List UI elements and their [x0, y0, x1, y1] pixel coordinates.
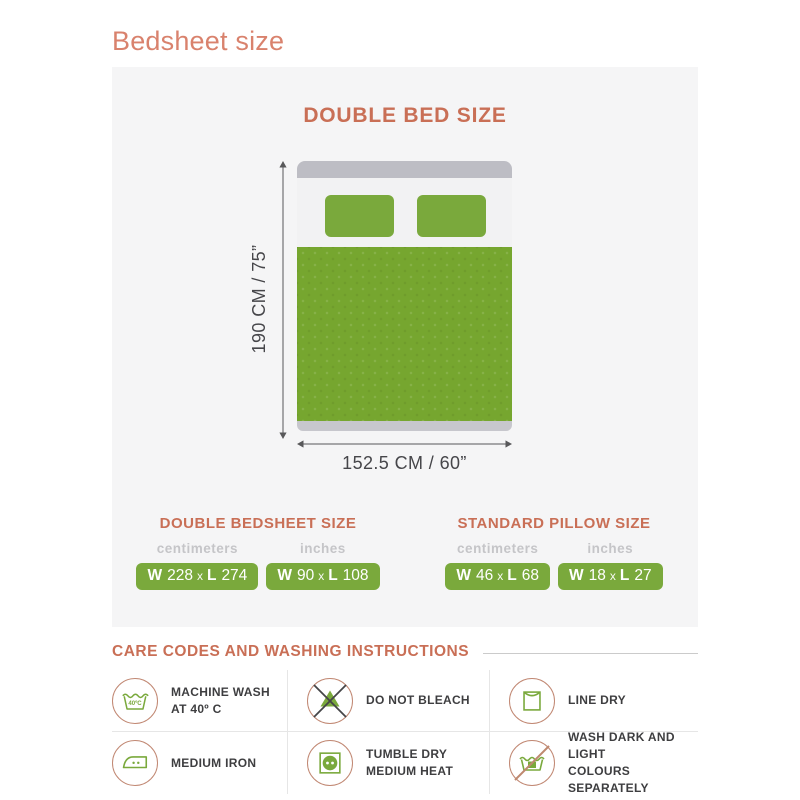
care-item-label: WASH DARK AND LIGHT COLOURS SEPARATELY — [568, 730, 675, 795]
care-heading: CARE CODES AND WASHING INSTRUCTIONS — [112, 643, 470, 660]
size-badge-in — [266, 563, 379, 590]
bedsheet-size-section — [118, 515, 398, 590]
care-item-do-not-bleach — [288, 670, 490, 732]
heading-rule — [483, 653, 698, 654]
width-dimension-label: 152.5 CM / 60” — [342, 453, 467, 473]
care-item-label: MEDIUM IRON — [171, 755, 257, 770]
badge-times: x — [497, 569, 504, 583]
care-item-label: MACHINE WASH AT 40º C — [171, 684, 270, 716]
section-title: STANDARD PILLOW SIZE — [457, 515, 651, 532]
unit-label-centimeters: centimeters — [156, 541, 239, 556]
width-dimension-line — [297, 438, 512, 450]
pillow-size-section — [414, 515, 694, 590]
wash-separately-icon — [509, 740, 555, 786]
pillow-right — [417, 195, 486, 237]
size-badge-cm — [445, 563, 550, 590]
line-dry-icon — [509, 678, 555, 724]
care-item-label: TUMBLE DRY MEDIUM HEAT — [366, 747, 454, 778]
tumble-dry-icon — [307, 740, 353, 786]
care-item-wash-separately — [490, 732, 698, 794]
page-title: Bedsheet size — [112, 26, 285, 56]
bed-diagram — [297, 161, 512, 431]
badge-w-value: 18 — [588, 567, 606, 584]
badge-l-value: 274 — [221, 567, 248, 584]
badge-w-value: 46 — [476, 567, 494, 584]
badge-l-label: L — [206, 567, 217, 584]
badge-l-label: L — [507, 567, 517, 584]
care-section-header — [112, 643, 698, 661]
badge-l-value: 27 — [634, 567, 652, 584]
machine-wash-icon — [112, 678, 158, 724]
badge-w-value: 228 — [167, 567, 193, 584]
pillow-left — [325, 195, 394, 237]
badge-w-label: W — [277, 567, 292, 584]
height-dimension-line — [277, 161, 289, 439]
badge-w-label: W — [147, 567, 163, 584]
care-item-medium-iron — [112, 732, 288, 794]
size-badge-cm — [136, 563, 258, 590]
care-item-line-dry — [490, 670, 698, 732]
care-item-label: LINE DRY — [568, 693, 626, 708]
panel-heading: DOUBLE BED SIZE — [303, 104, 507, 127]
care-item-tumble-dry — [288, 732, 490, 794]
badge-l-label: L — [619, 567, 630, 584]
badge-times: x — [609, 569, 616, 583]
badge-w-label: W — [569, 567, 584, 584]
badge-times: x — [318, 569, 325, 583]
unit-label-inches: inches — [300, 541, 346, 556]
bed-blanket — [297, 247, 512, 421]
do-not-bleach-icon — [307, 678, 353, 724]
badge-times: x — [196, 569, 203, 583]
badge-w-value: 90 — [296, 567, 315, 584]
size-badge-in — [558, 563, 663, 590]
size-panel — [112, 67, 698, 627]
badge-w-label: W — [456, 567, 472, 584]
badge-l-label: L — [328, 567, 338, 584]
section-title: DOUBLE BEDSHEET SIZE — [159, 515, 357, 532]
badge-l-value: 68 — [521, 567, 539, 584]
unit-label-centimeters: centimeters — [457, 541, 539, 556]
badge-l-value: 108 — [342, 567, 369, 584]
bed-headboard — [297, 161, 512, 178]
medium-iron-icon — [112, 740, 158, 786]
height-dimension-label: 190 CM / 75” — [249, 244, 269, 354]
unit-label-inches: inches — [587, 541, 634, 556]
care-item-machine-wash — [112, 670, 288, 732]
care-item-label: DO NOT BLEACH — [366, 693, 470, 708]
wash-temp-label: 40ºC — [128, 699, 142, 707]
care-codes-grid — [112, 670, 698, 794]
bed-footboard — [297, 421, 512, 431]
